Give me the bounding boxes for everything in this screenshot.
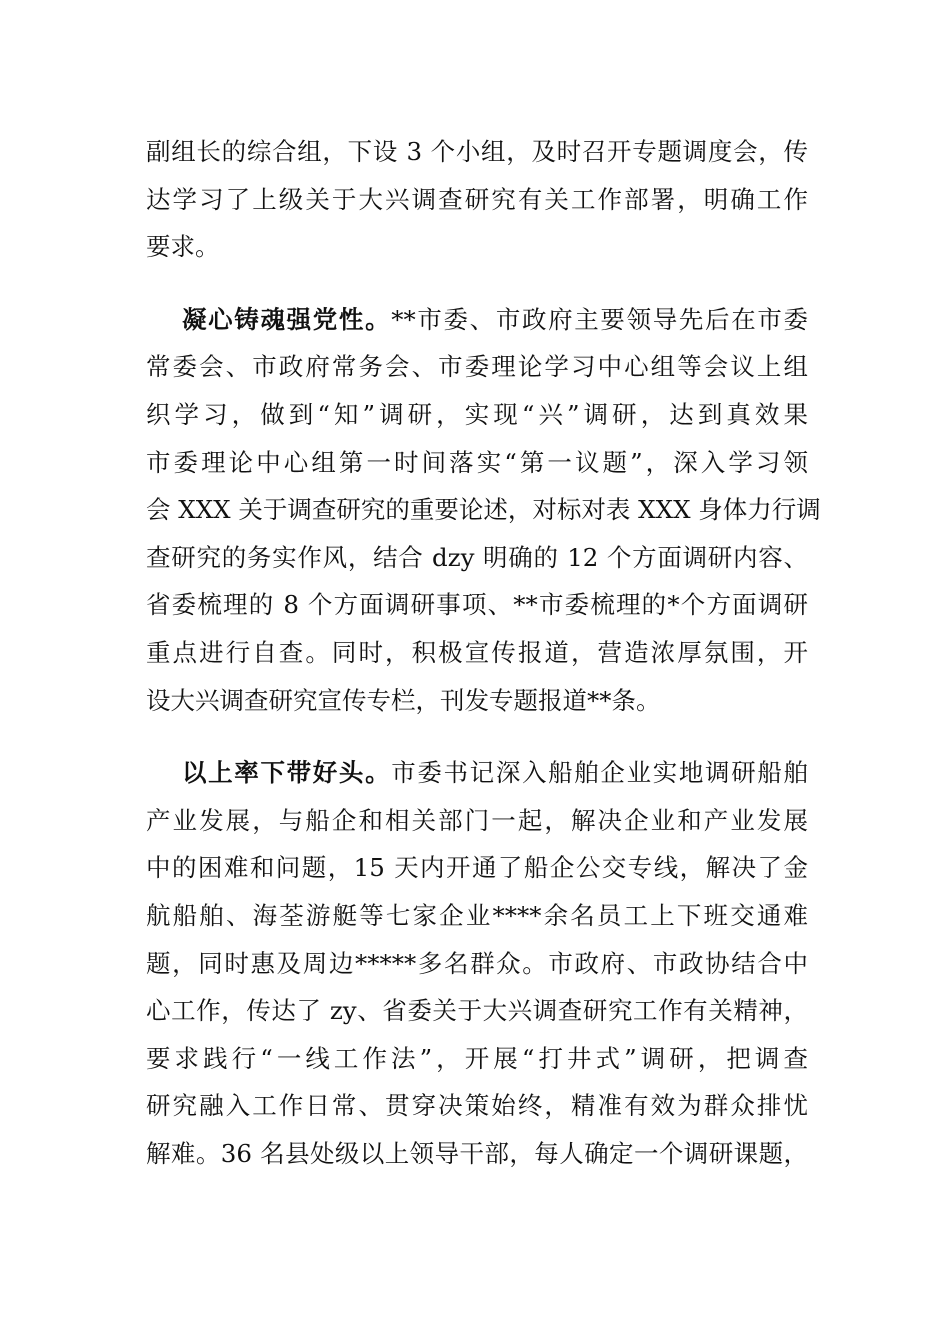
text-line-rest: **市委、市政府主要领导先后在市委 — [391, 304, 808, 334]
text-line: 织学习，做到“知”调研，实现“兴”调研，达到真效果 — [146, 399, 808, 429]
text-line: 查研究的务实作风，结合 dzy 明确的 12 个方面调研内容、 — [146, 542, 808, 572]
text-line: 达学习了上级关于大兴调查研究有关工作部署，明确工作 — [146, 184, 808, 214]
text-line: 重点进行自查。同时，积极宣传报道，营造浓厚氛围，开 — [146, 637, 808, 667]
paragraph-lead-heading: 凝心铸魂强党性。 — [182, 304, 392, 334]
text-line: 常委会、市政府常务会、市委理论学习中心组等会议上组 — [146, 352, 808, 382]
paragraph-lead-heading: 以上率下带好头。 — [182, 758, 392, 788]
text-line: 市委理论中心组第一时间落实“第一议题”，深入学习领 — [146, 447, 808, 477]
text-line: 航船舶、海荃游艇等七家企业****余名员工上下班交通难 — [146, 900, 808, 930]
text-line: 省委梳理的 8 个方面调研事项、**市委梳理的*个方面调研 — [146, 590, 808, 620]
paragraph-2 — [146, 296, 821, 724]
text-line: 题，同时惠及周边*****多名群众。市政府、市政协结合中 — [146, 948, 808, 978]
text-line-rest: 市委书记深入船舶企业实地调研船舶 — [391, 758, 808, 788]
text-line: 要求践行“一线工作法”，开展“打井式”调研，把调查 — [146, 1043, 808, 1073]
text-line: 研究融入工作日常、贯穿决策始终，精准有效为群众排忧 — [146, 1091, 808, 1121]
text-line: 会 XXX 关于调查研究的重要论述，对标对表 XXX 身体力行调 — [146, 495, 821, 525]
text-line-first — [146, 296, 808, 344]
paragraph-1 — [146, 128, 808, 271]
text-line-first — [146, 749, 808, 797]
paragraph-3 — [146, 749, 808, 1177]
text-line: 心工作，传达了 zy、省委关于大兴调查研究工作有关精神， — [146, 996, 808, 1026]
text-line: 要求。 — [146, 232, 220, 262]
text-line: 产业发展，与船企和相关部门一起，解决企业和产业发展 — [146, 805, 808, 835]
text-line: 副组长的综合组，下设 3 个小组，及时召开专题调度会，传 — [146, 137, 808, 166]
document-body — [146, 128, 821, 1177]
text-line: 中的困难和问题，15 天内开通了船企公交专线，解决了金 — [146, 853, 808, 883]
text-line: 解难。36 名县处级以上领导干部，每人确定一个调研课题， — [146, 1138, 808, 1168]
text-line: 设大兴调查研究宣传专栏，刊发专题报道**条。 — [146, 685, 661, 715]
